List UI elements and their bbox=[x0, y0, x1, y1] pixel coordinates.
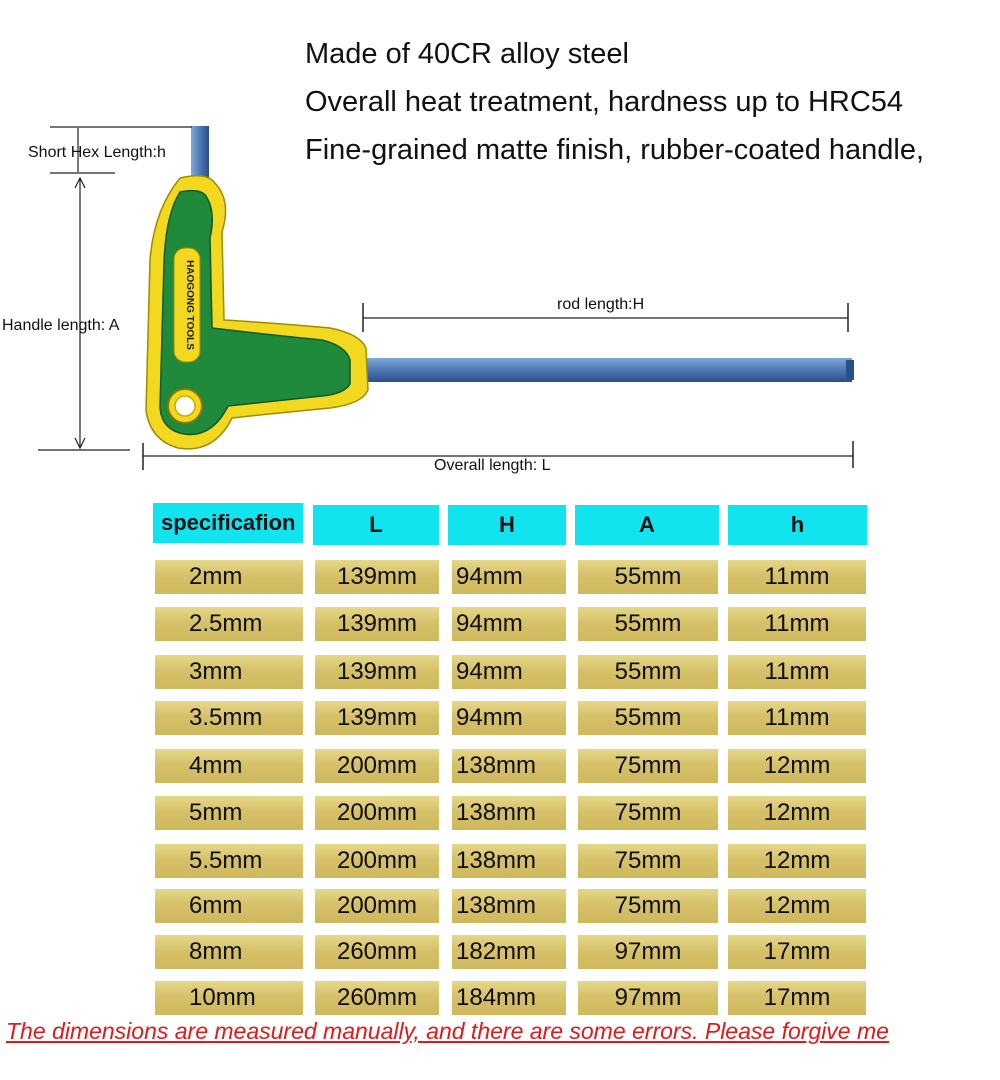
header-specification: specificafion bbox=[153, 503, 303, 543]
table-cell: 182mm bbox=[452, 935, 566, 969]
table-cell: 139mm bbox=[315, 560, 439, 594]
table-cell: 75mm bbox=[578, 749, 718, 783]
table-cell: 75mm bbox=[578, 844, 718, 878]
table-cell: 139mm bbox=[315, 655, 439, 689]
table-cell: 75mm bbox=[578, 796, 718, 830]
table-cell: 55mm bbox=[578, 701, 718, 735]
table-cell: 55mm bbox=[578, 560, 718, 594]
table-cell: 12mm bbox=[728, 749, 866, 783]
header-a: A bbox=[575, 505, 719, 545]
table-cell: 138mm bbox=[452, 749, 566, 783]
table-cell: 6mm bbox=[155, 889, 303, 923]
table-cell: 200mm bbox=[315, 889, 439, 923]
disclaimer-note: The dimensions are measured manually, and there are some errors. Please forgive me bbox=[6, 1018, 889, 1044]
table-cell: 94mm bbox=[452, 655, 566, 689]
table-cell: 12mm bbox=[728, 844, 866, 878]
table-cell: 97mm bbox=[578, 935, 718, 969]
handle-length-label: Handle length: A bbox=[2, 317, 120, 334]
rod-length-label: rod length:H bbox=[557, 296, 645, 313]
feature-finish: Fine-grained matte finish, rubber-coated handle, bbox=[305, 134, 925, 166]
table-cell: 2.5mm bbox=[155, 607, 303, 641]
table-cell: 11mm bbox=[728, 701, 866, 735]
header-h: H bbox=[448, 505, 566, 545]
table-cell: 5.5mm bbox=[155, 844, 303, 878]
table-cell: 138mm bbox=[452, 796, 566, 830]
table-cell: 260mm bbox=[315, 981, 439, 1015]
table-cell: 5mm bbox=[155, 796, 303, 830]
table-cell: 94mm bbox=[452, 701, 566, 735]
table-cell: 3mm bbox=[155, 655, 303, 689]
overall-length-label: Overall length: L bbox=[434, 457, 551, 474]
header-l: L bbox=[313, 505, 439, 545]
table-cell: 3.5mm bbox=[155, 701, 303, 735]
short-hex-length-label: Short Hex Length:h bbox=[28, 144, 166, 161]
table-cell: 94mm bbox=[452, 607, 566, 641]
table-cell: 55mm bbox=[578, 607, 718, 641]
table-cell: 17mm bbox=[728, 935, 866, 969]
table-cell: 97mm bbox=[578, 981, 718, 1015]
brand-label: HAOGONG TOOLS bbox=[184, 260, 195, 350]
feature-heat-treatment: Overall heat treatment, hardness up to HRC54 bbox=[305, 86, 904, 118]
table-cell: 8mm bbox=[155, 935, 303, 969]
table-cell: 4mm bbox=[155, 749, 303, 783]
table-cell: 55mm bbox=[578, 655, 718, 689]
table-cell: 11mm bbox=[728, 560, 866, 594]
table-cell: 12mm bbox=[728, 796, 866, 830]
table-cell: 2mm bbox=[155, 560, 303, 594]
table-cell: 200mm bbox=[315, 796, 439, 830]
table-cell: 200mm bbox=[315, 844, 439, 878]
table-cell: 12mm bbox=[728, 889, 866, 923]
table-cell: 11mm bbox=[728, 655, 866, 689]
table-cell: 94mm bbox=[452, 560, 566, 594]
hex-rod bbox=[358, 358, 852, 382]
feature-material: Made of 40CR alloy steel bbox=[305, 38, 629, 70]
table-cell: 75mm bbox=[578, 889, 718, 923]
t-handle-hex-wrench-diagram bbox=[0, 0, 1000, 480]
table-cell: 138mm bbox=[452, 889, 566, 923]
table-cell: 139mm bbox=[315, 701, 439, 735]
table-cell: 184mm bbox=[452, 981, 566, 1015]
header-h-short: h bbox=[728, 505, 867, 545]
table-cell: 138mm bbox=[452, 844, 566, 878]
table-cell: 17mm bbox=[728, 981, 866, 1015]
table-cell: 260mm bbox=[315, 935, 439, 969]
table-cell: 139mm bbox=[315, 607, 439, 641]
table-cell: 10mm bbox=[155, 981, 303, 1015]
table-cell: 11mm bbox=[728, 607, 866, 641]
table-cell: 200mm bbox=[315, 749, 439, 783]
